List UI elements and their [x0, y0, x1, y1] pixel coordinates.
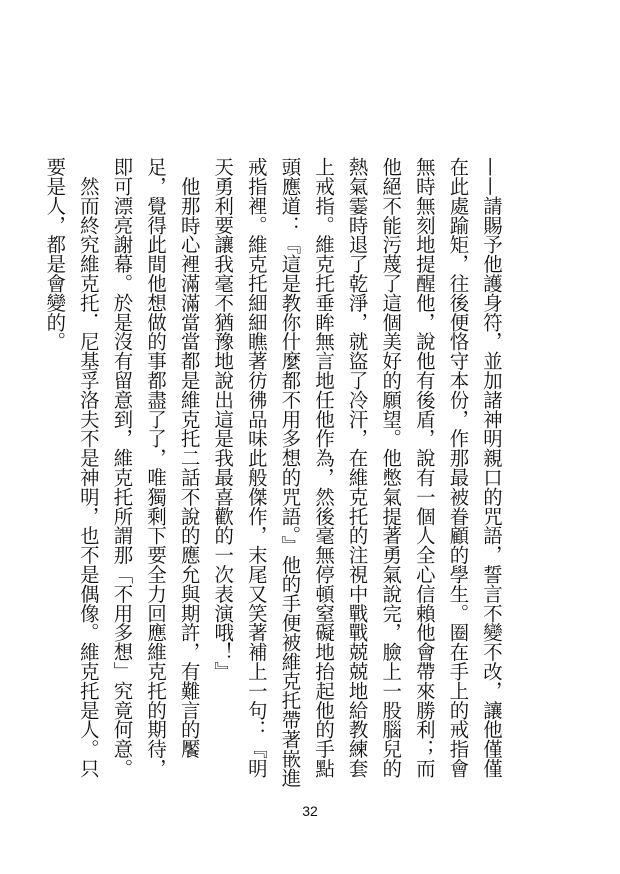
- paragraph-1: ——請賜予他護身符，並加諸神明親口的咒語，誓言不變不改，讓他僅僅在此處踰矩，往後便恪守本份，作那最被眷顧的學生。圈在手上的戒指會無時無刻地提醒他，說他有後盾，說有一個人全心信賴他會帶來勝利；而他絕不能污蔑了這個美好的願望。他憋氣提著勇氣說完，臉上一股腦兒的熱氣霎時退了乾淨，就盜了冷汗，在維克托的注視中戰戰兢兢地給教練套上戒指。維克托垂眸無言地任他作為，然後毫無停頓窒礙地抬起他的手點頭應道：『這是教你什麼都不用多想的咒語。』他的手便被維克托帶著嵌進戒指裡。維克托細細瞧著彷彿品味此般傑作，末尾又笑著補上一句：『明天勇利要讓我毫不猶豫地說出這是我最喜歡的一次表演哦！』: [211, 157, 503, 788]
- paragraph-3: 然而終究維克托．尼基孚洛夫不是神明，也不是偶像。維克托是人。只要是人，都是會變的。: [43, 157, 100, 778]
- vertical-text-body: [38, 157, 508, 797]
- paragraph-2: 他那時心裡滿滿當當都是維克托二話不說的應允與期許，有難言的饜足，覺得此間他想做的事都盡了了，唯獨剩下要全力回應維克托的期待，即可漂亮謝幕。於是沒有留意到，維克托所謂那「不用多想」究竟何意。: [110, 157, 201, 778]
- page-number: 32: [302, 803, 318, 819]
